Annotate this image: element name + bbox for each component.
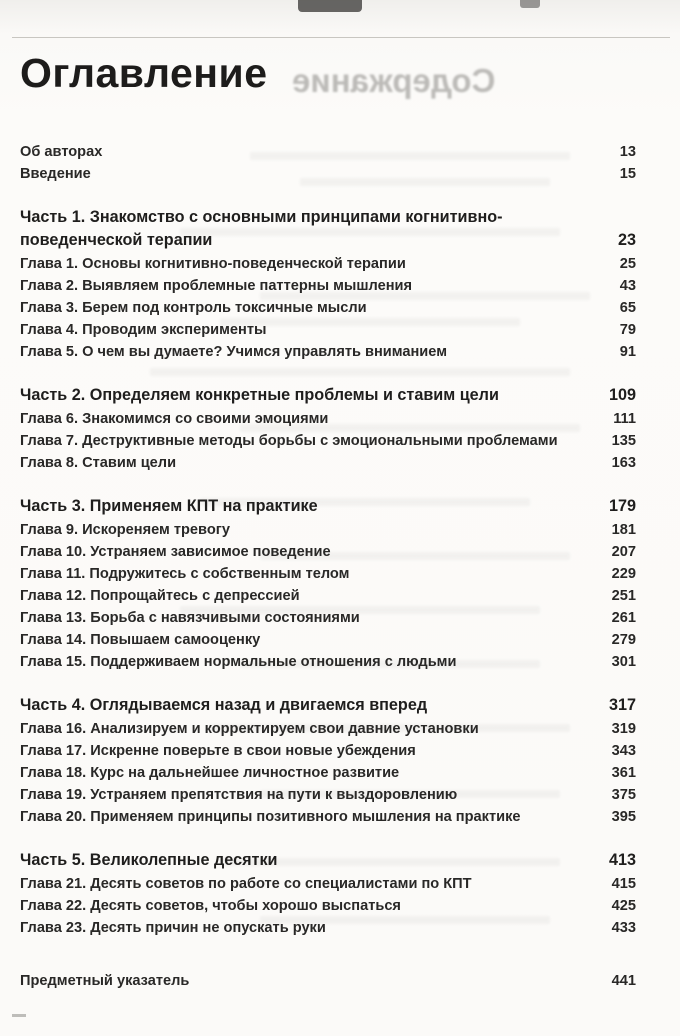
toc-chapter-entry-label: Глава 9. Искореняем тревогу — [20, 522, 230, 538]
toc-section — [20, 384, 636, 474]
toc-chapter-entry-label: Глава 22. Десять советов, чтобы хорошо выспаться — [20, 898, 401, 914]
toc-section — [20, 849, 636, 939]
toc-part-heading-page-number: 109 — [608, 386, 636, 404]
toc-chapter-entry-page-number: 301 — [611, 654, 636, 670]
toc-chapter-entry — [20, 297, 636, 319]
toc-chapter-entry-page-number: 251 — [611, 588, 636, 604]
toc-chapter-entry-page-number: 111 — [613, 411, 636, 427]
toc-chapter-entry-label: Глава 15. Поддерживаем нормальные отношения с людьми — [20, 654, 457, 670]
toc-part-heading-label: Часть 2. Определяем конкретные проблемы и ставим цели — [20, 386, 499, 404]
toc-chapter-entry — [20, 319, 636, 341]
toc-chapter-entry-page-number: 279 — [611, 632, 636, 648]
toc-front-entry-label: Об авторах — [20, 144, 103, 160]
toc-part-heading — [20, 206, 636, 252]
toc-part-heading-label: Часть 3. Применяем КПТ на практике — [20, 497, 318, 515]
toc-chapter-entry-page-number: 181 — [611, 522, 636, 538]
toc-part-heading-label: Часть 1. Знакомство с основными принципами когнитивно-поведенческой терапии — [20, 208, 503, 249]
toc-chapter-entry-page-number: 229 — [611, 566, 636, 582]
toc-chapter-entry-page-number: 43 — [619, 278, 636, 294]
toc-chapter-entry-label: Глава 7. Деструктивные методы борьбы с эмоциональными проблемами — [20, 433, 558, 449]
toc-chapter-entry-page-number: 395 — [611, 809, 636, 825]
toc-chapter-entry — [20, 873, 636, 895]
toc-chapter-entry-label: Глава 1. Основы когнитивно-поведенческой терапии — [20, 256, 406, 272]
toc-chapter-entry-label: Глава 11. Подружитесь с собственным телом — [20, 566, 350, 582]
toc-chapter-entry — [20, 651, 636, 673]
toc-part-heading — [20, 495, 636, 518]
toc-section — [20, 495, 636, 673]
page-title: Оглавление — [20, 50, 268, 96]
toc-part-heading-page-number: 413 — [608, 851, 636, 869]
toc-part-heading-page-number: 23 — [617, 231, 636, 249]
toc-chapter-entry-label: Глава 12. Попрощайтесь с депрессией — [20, 588, 300, 604]
toc-chapter-entry-page-number: 319 — [611, 721, 636, 737]
toc-chapter-entry-label: Глава 23. Десять причин не опускать руки — [20, 920, 326, 936]
toc-chapter-entry — [20, 408, 636, 430]
toc-front-entry — [20, 163, 636, 185]
toc-index-entry-page-number: 441 — [611, 973, 636, 989]
toc-back-matter — [20, 970, 636, 992]
toc-front-entry-page-number: 13 — [619, 144, 636, 160]
toc-chapter-entry-page-number: 343 — [611, 743, 636, 759]
toc-part-heading-label: Часть 5. Великолепные десятки — [20, 851, 278, 869]
toc-chapter-entry-label: Глава 3. Берем под контроль токсичные мысли — [20, 300, 367, 316]
toc-chapter-entry-label: Глава 8. Ставим цели — [20, 455, 177, 471]
toc-part-heading-page-number: 317 — [608, 696, 636, 714]
header-rule — [12, 37, 670, 38]
toc-chapter-entry — [20, 806, 636, 828]
toc-chapter-entry-label: Глава 21. Десять советов по работе со специалистами по КПТ — [20, 876, 472, 892]
toc-part-heading — [20, 694, 636, 717]
toc-chapter-entry — [20, 541, 636, 563]
toc-chapter-entry-page-number: 433 — [611, 920, 636, 936]
toc-chapter-entry-page-number: 79 — [619, 322, 636, 338]
toc-chapter-entry — [20, 762, 636, 784]
toc-part-heading — [20, 849, 636, 872]
scan-artifact-top-small — [520, 0, 540, 8]
toc-chapter-entry — [20, 629, 636, 651]
toc-chapter-entry-page-number: 65 — [619, 300, 636, 316]
scan-artifact-top — [298, 0, 362, 12]
toc-index-entry — [20, 970, 636, 992]
toc-chapter-entry-page-number: 375 — [611, 787, 636, 803]
toc-chapter-entry — [20, 341, 636, 363]
toc-chapter-entry — [20, 718, 636, 740]
toc-chapter-entry — [20, 895, 636, 917]
toc-front-entry-label: Введение — [20, 166, 91, 182]
toc-front-entry-page-number: 15 — [619, 166, 636, 182]
toc-chapter-entry-page-number: 91 — [619, 344, 636, 360]
toc-chapter-entry — [20, 784, 636, 806]
toc-chapter-entry — [20, 917, 636, 939]
toc-chapter-entry-label: Глава 5. О чем вы думаете? Учимся управлять вниманием — [20, 344, 447, 360]
toc-chapter-entry — [20, 607, 636, 629]
toc-chapter-entry-page-number: 361 — [611, 765, 636, 781]
toc-chapter-entry-label: Глава 20. Применяем принципы позитивного мышления на практике — [20, 809, 521, 825]
toc-chapter-entry-page-number: 425 — [611, 898, 636, 914]
toc-chapter-entry — [20, 452, 636, 474]
toc-chapter-entry-label: Глава 4. Проводим эксперименты — [20, 322, 267, 338]
bleed-through-title: Содержание — [292, 62, 496, 99]
toc-chapter-entry — [20, 740, 636, 762]
toc-chapter-entry-label: Глава 17. Искренне поверьте в свои новые убеждения — [20, 743, 416, 759]
toc-chapter-entry-label: Глава 14. Повышаем самооценку — [20, 632, 261, 648]
toc-chapter-entry — [20, 519, 636, 541]
toc-part-heading-label: Часть 4. Оглядываемся назад и двигаемся вперед — [20, 696, 428, 714]
toc-list — [20, 141, 636, 992]
toc-chapter-entry-label: Глава 16. Анализируем и корректируем свои давние установки — [20, 721, 479, 737]
toc-chapter-entry-label: Глава 19. Устраняем препятствия на пути к выздоровлению — [20, 787, 458, 803]
toc-chapter-entry-page-number: 207 — [611, 544, 636, 560]
toc-chapter-entry-label: Глава 13. Борьба с навязчивыми состояниями — [20, 610, 360, 626]
toc-section — [20, 694, 636, 828]
toc-index-entry-label: Предметный указатель — [20, 973, 190, 989]
toc-chapter-entry-label: Глава 10. Устраняем зависимое поведение — [20, 544, 331, 560]
toc-chapter-entry-label: Глава 2. Выявляем проблемные паттерны мышления — [20, 278, 413, 294]
toc-chapter-entry-label: Глава 6. Знакомимся со своими эмоциями — [20, 411, 329, 427]
toc-chapter-entry — [20, 253, 636, 275]
toc-chapter-entry — [20, 275, 636, 297]
toc-chapter-entry-page-number: 261 — [611, 610, 636, 626]
toc-chapter-entry — [20, 585, 636, 607]
toc-part-heading-page-number: 179 — [608, 497, 636, 515]
toc-chapter-entry-page-number: 415 — [611, 876, 636, 892]
toc-chapter-entry — [20, 563, 636, 585]
toc-chapter-entry-page-number: 163 — [611, 455, 636, 471]
toc-chapter-entry — [20, 430, 636, 452]
toc-chapter-entry-label: Глава 18. Курс на дальнейшее личностное развитие — [20, 765, 400, 781]
toc-section — [20, 206, 636, 363]
toc-front-entry — [20, 141, 636, 163]
toc-chapter-entry-page-number: 25 — [619, 256, 636, 272]
scan-artifact-bottom — [12, 1014, 26, 1017]
toc-part-heading — [20, 384, 636, 407]
toc-chapter-entry-page-number: 135 — [611, 433, 636, 449]
